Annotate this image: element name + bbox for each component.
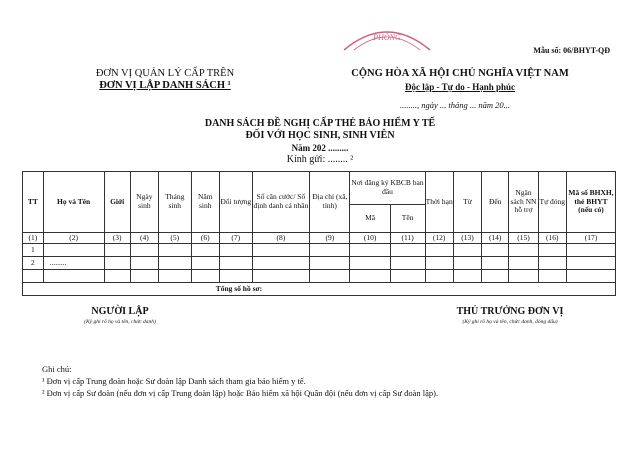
col-self-paid: Tự đóng [538,172,566,233]
col-subject: Đối tượng [219,172,252,233]
colnum: (14) [482,233,509,244]
col-kcb-code: Mã [350,205,390,233]
col-from: Từ [453,172,481,233]
col-address: Địa chỉ (xã, tỉnh) [310,172,350,233]
preparer-note: (Ký ghi rõ họ và tên, chức danh) [84,319,156,325]
colnum: (16) [538,233,566,244]
colnum: (2) [43,233,104,244]
col-tt: TT [23,172,44,233]
col-code: Mã số BHXH, thẻ BHYT (nếu có) [566,172,615,233]
colnum: (8) [252,233,310,244]
colnum: (4) [130,233,158,244]
colnum: (12) [425,233,453,244]
col-budget: Ngân sách NN hỗ trợ [509,172,538,233]
recipient: Kính gửi: ........ ² [286,154,354,165]
col-name: Họ và Tên [43,172,104,233]
motto-text: Độc lập - Tự do - Hạnh phúc [404,82,515,92]
insurance-list-table [22,171,616,296]
stamp-seal [340,22,434,52]
colnum: (6) [191,233,219,244]
colnum: (15) [509,233,538,244]
col-kcb-name: Tên [390,205,425,233]
note-1: ¹ Đơn vị cấp Trung đoàn hoặc Sư đoàn lập Danh sách tham gia bảo hiểm y tế. [42,376,306,386]
table-row [23,257,616,270]
motto [345,82,575,92]
note-2: ² Đơn vị cấp Sư đoàn (nếu đơn vị cấp Trung đoàn lập) hoặc Bảo hiểm xã hội Quân đội (nếu đơn vị cấp Sư đoàn lập). [42,388,439,398]
total-label: Tổng số hồ sơ: [310,283,616,296]
colnum: (13) [453,233,481,244]
notes-title: Ghi chú: [42,364,72,374]
document-title: DANH SÁCH ĐỀ NGHỊ CẤP THẺ BẢO HIỂM Y TẾ [204,118,436,129]
colnum: (10) [350,233,390,244]
table-row [23,270,616,283]
col-id: Số căn cước/ Số định danh cá nhân [252,172,310,233]
colnum: (3) [104,233,130,244]
colnum: (11) [390,233,425,244]
colnum: (5) [158,233,191,244]
form-number: Mẫu số: 06/BHYT-QĐ [533,46,610,55]
head-of-unit-note: (Ký ghi rõ họ và tên, chức danh, đóng dấu) [462,319,558,325]
colnum: (7) [219,233,252,244]
row-tt: 1 [23,244,44,257]
column-number-row [23,233,616,244]
row-name: ......... [43,257,104,270]
table-row [23,244,616,257]
col-month: Tháng sinh [158,172,191,233]
colnum: (1) [23,233,44,244]
col-year: Năm sinh [191,172,219,233]
listing-unit-text: ĐƠN VỊ LẬP DANH SÁCH ¹ [99,80,231,91]
col-day: Ngày sinh [130,172,158,233]
total-row [23,283,616,296]
colnum: (9) [310,233,350,244]
row-tt: 2 [23,257,44,270]
document-subtitle: ĐỐI VỚI HỌC SINH, SINH VIÊN [245,130,395,141]
listing-unit [70,80,260,91]
document-year: Năm 202 ......... [291,143,349,153]
country-name: CỘNG HÒA XÃ HỘI CHỦ NGHĨA VIỆT NAM [351,68,569,79]
col-gender: Giới [104,172,130,233]
col-to: Đến [482,172,509,233]
preparer-title: NGƯỜI LẬP [91,306,149,317]
head-of-unit-title: THỦ TRƯỞNG ĐƠN VỊ [456,306,564,317]
colnum: (17) [566,233,615,244]
stamp-text: PHÒNG [373,33,401,42]
col-term: Thời hạn [425,172,453,233]
col-kcb: Nơi đăng ký KBCB ban đầu [350,172,425,205]
date-line: ........, ngày ... tháng ... năm 20... [399,100,511,110]
row-name [43,244,104,257]
parent-unit: ĐƠN VỊ QUẢN LÝ CẤP TRÊN [95,68,235,79]
